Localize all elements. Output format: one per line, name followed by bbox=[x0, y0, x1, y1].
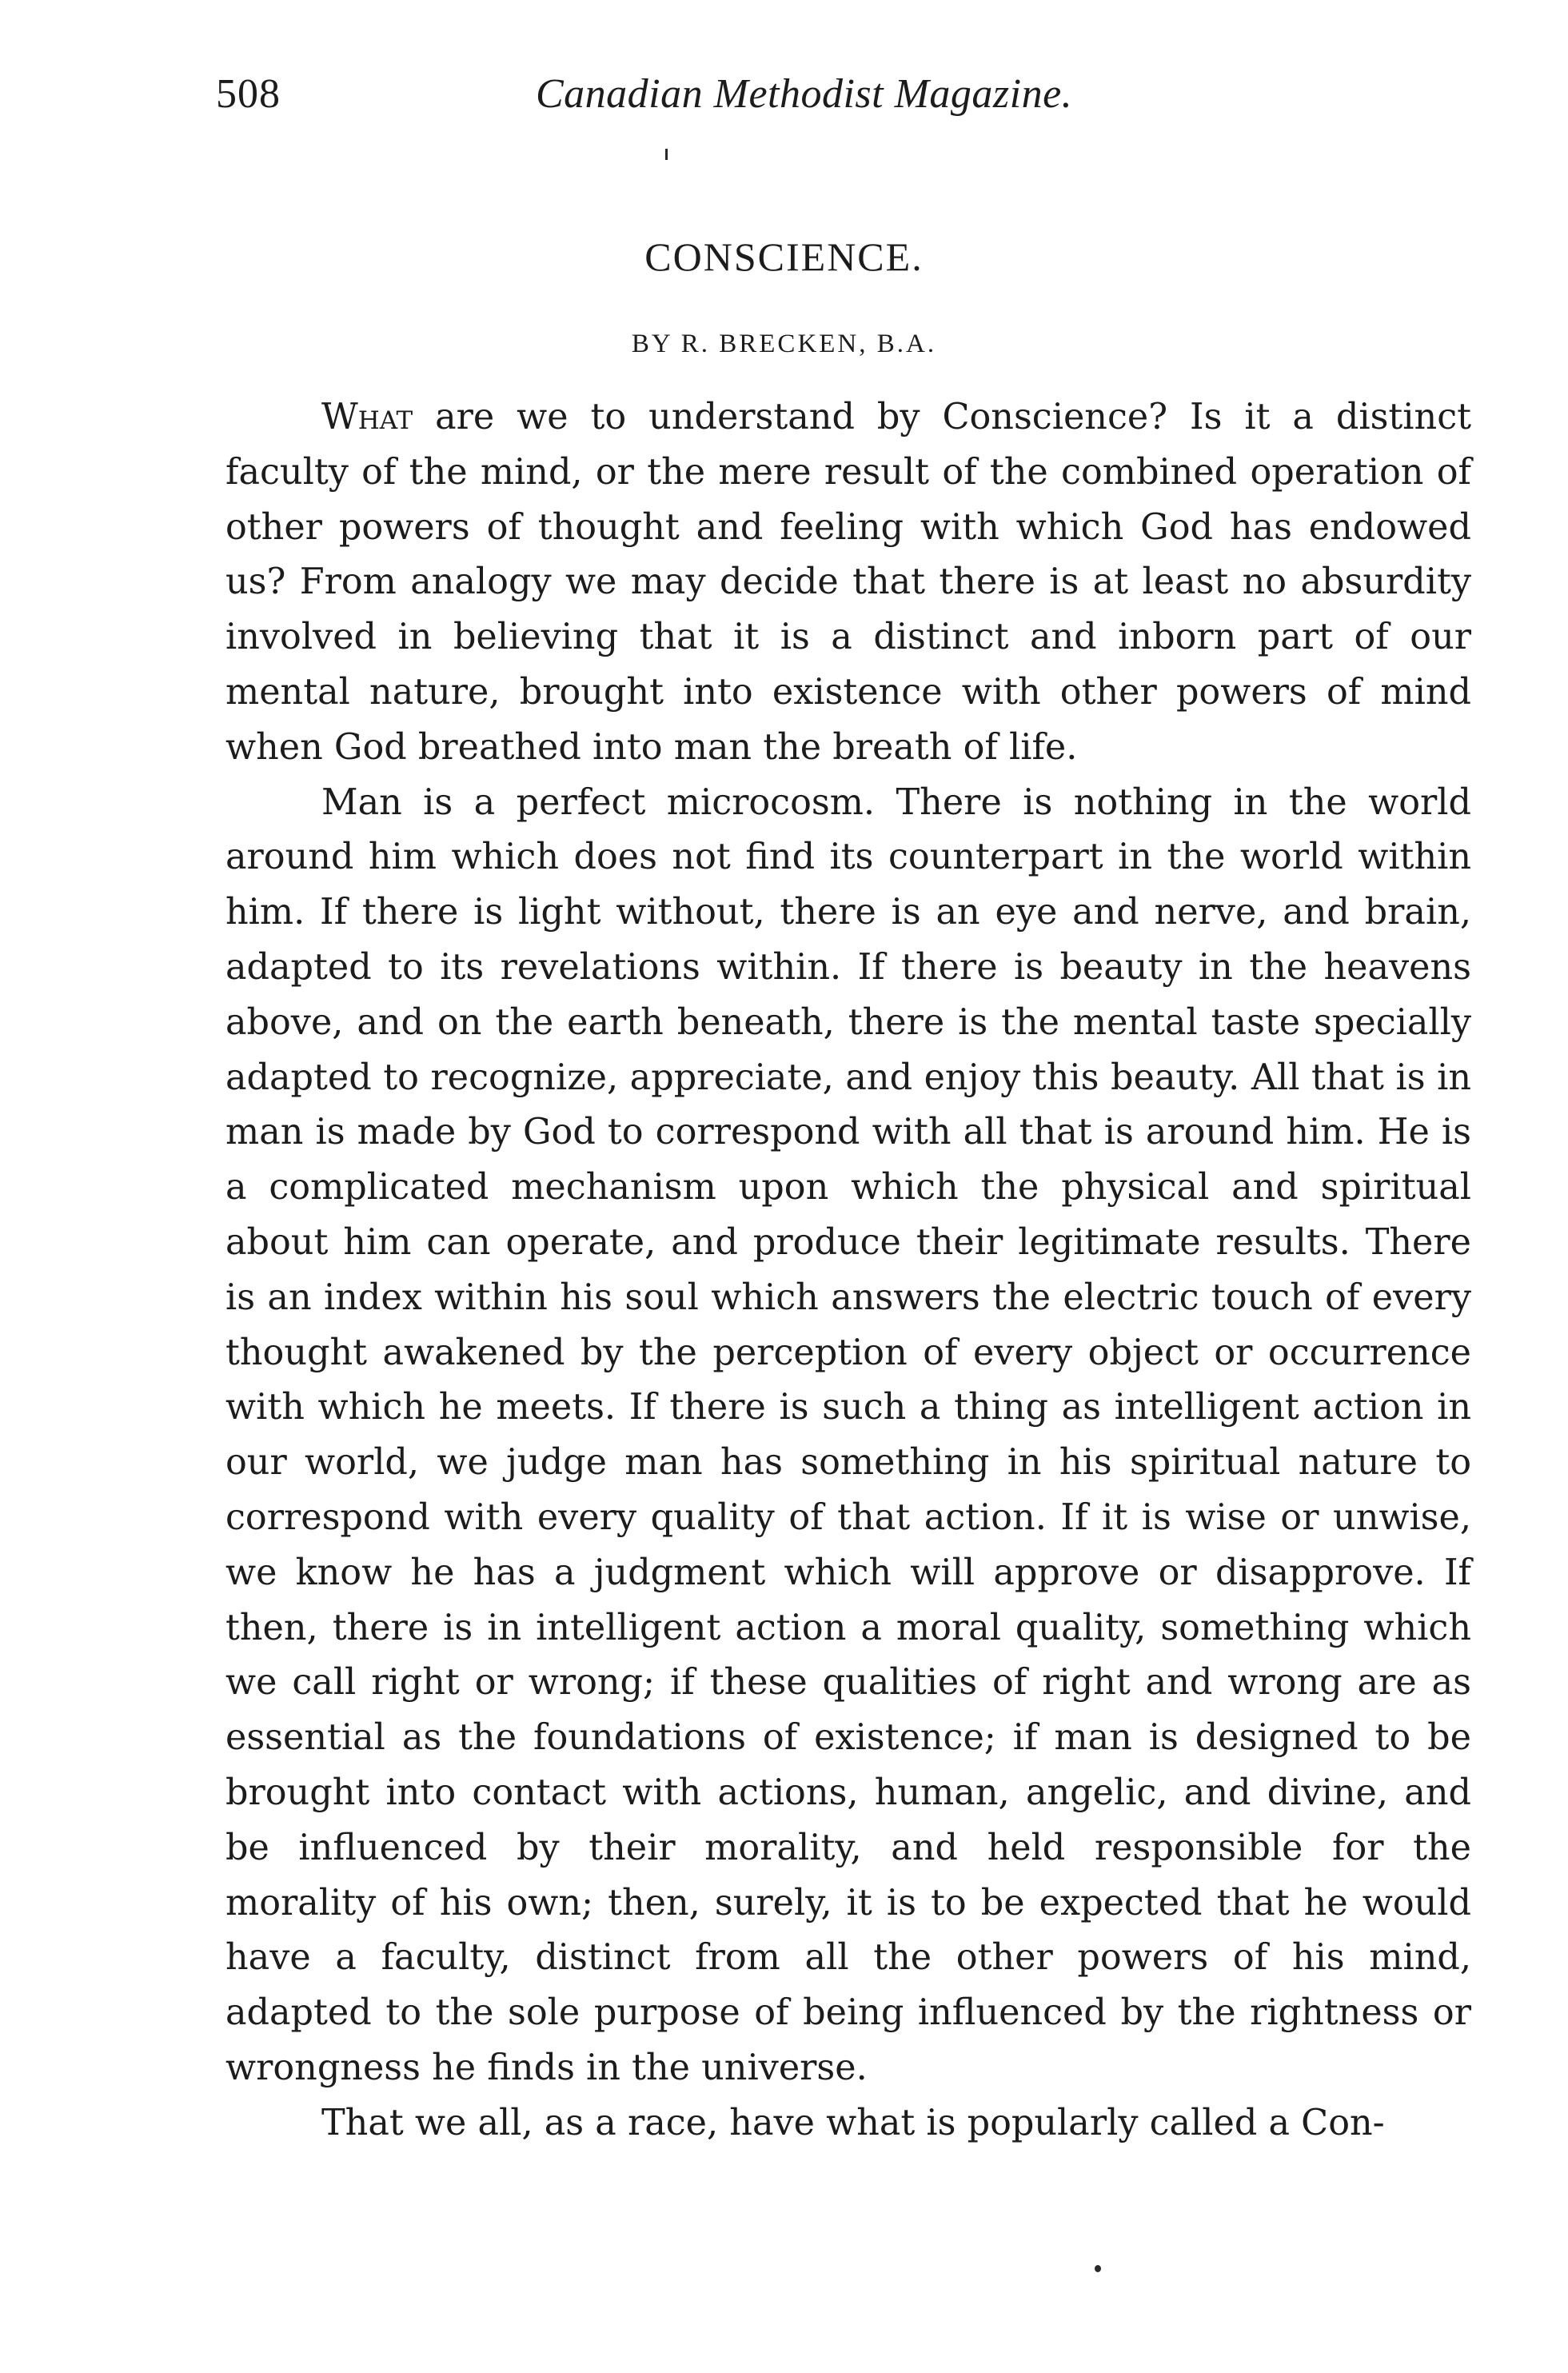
paragraph-text: are we to understand by Conscience? Is it a distinct faculty of the mind, or the mere result of the combined operation of other powers of thought and feeling with which God has endowed us? From analogy we may decide that there is at least no absurdity involved in believing that it is a distinct and inborn part of our mental nature, brought into existence with other powers of mind when God breathed into man the breath of life. bbox=[225, 397, 1471, 768]
paragraph-1 bbox=[225, 390, 1471, 776]
paragraph-text: Man is a perfect microcosm. There is nothing in the world around him which does not find its counterpart in the world within him. If there is light without, there is an eye and nerve, and brain, adapted to its revelations within. If there is beauty in the heavens above, and on the earth beneath, there is the mental taste specially adapted to recognize, appreciate, and enjoy this beauty. All that is in man is made by God to correspond with all that is around him. He is a complicated mechanism upon which the physical and spiritual about him can operate, and produce their legitimate results. There is an index within his soul which answers the electric touch of every thought awakened by the perception of every object or occurrence with which he meets. If there is such a thing as intelligent action in our world, we judge man has something in his spiritual nature to correspond with every quality of that action. If it is wise or unwise, we know he has a judgment which will approve or disapprove. If then, there is in intelligent action a moral quality, something which we call right or wrong; if these qualities of right and wrong are as essential as the foundations of existence; if man is designed to be brought into contact with actions, human, angelic, and divine, and be influenced by their morality, and held responsible for the morality of his own; then, surely, it is to be expected that he would have a faculty, distinct from all the other powers of his mind, adapted to the sole purpose of being influenced by the rightness or wrongness he finds in the universe. bbox=[225, 781, 1471, 2088]
paragraph-lead-word: What bbox=[321, 397, 413, 437]
paragraph-text: That we all, as a race, have what is popularly called a Con- bbox=[321, 2102, 1385, 2143]
print-speck bbox=[1095, 2265, 1101, 2272]
page-number: 508 bbox=[216, 71, 281, 117]
print-speck bbox=[665, 149, 668, 160]
article-byline: BY R. BRECKEN, B.A. bbox=[631, 330, 937, 358]
article-title: CONSCIENCE. bbox=[644, 234, 924, 279]
article-body bbox=[225, 390, 1471, 2151]
running-head bbox=[216, 70, 1479, 126]
paragraph-3 bbox=[225, 2096, 1471, 2151]
paragraph-2 bbox=[225, 776, 1471, 2096]
journal-title: Canadian Methodist Magazine. bbox=[536, 71, 1073, 117]
